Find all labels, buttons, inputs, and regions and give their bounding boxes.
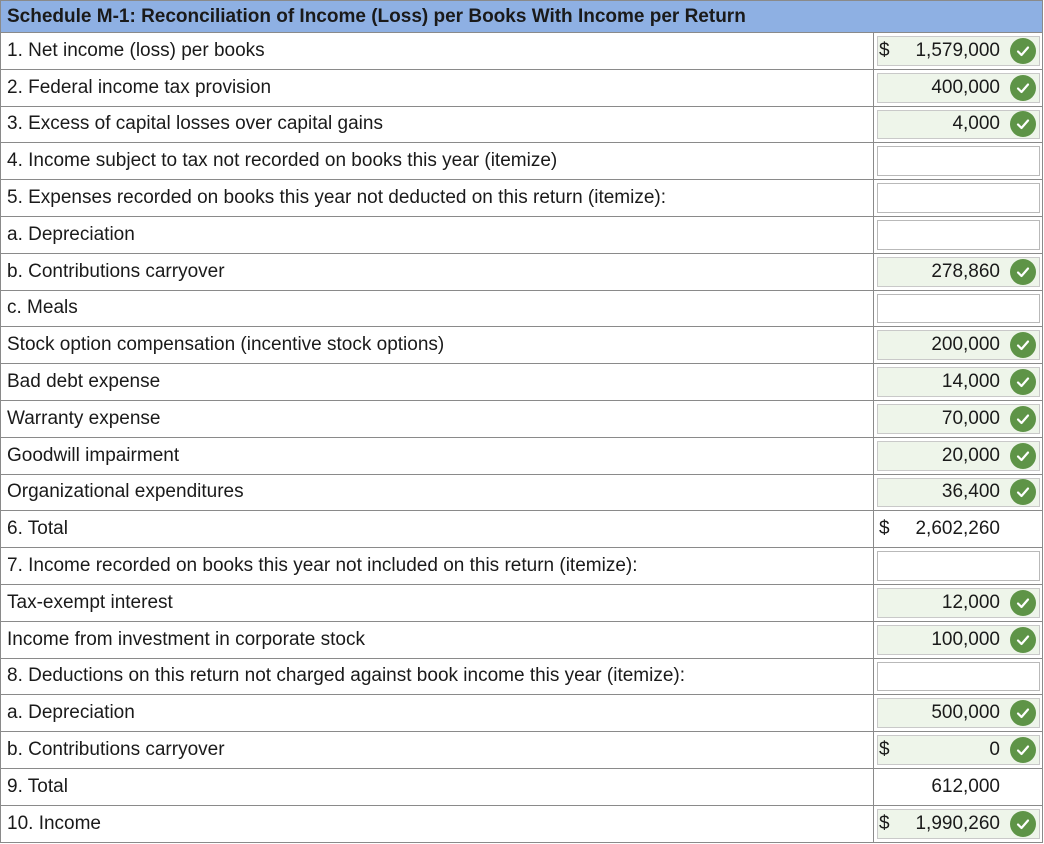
row-label: Tax-exempt interest	[1, 585, 874, 621]
checkmark-icon	[1010, 111, 1036, 137]
row-label: 6. Total	[1, 511, 874, 547]
checkmark-icon	[1010, 590, 1036, 616]
table-row	[0, 475, 1043, 512]
row-label: 2. Federal income tax provision	[1, 70, 874, 106]
table-row	[0, 107, 1043, 144]
amount-cell	[874, 732, 1042, 768]
row-label: 9. Total	[1, 769, 874, 805]
amount-cell	[874, 364, 1042, 400]
amount-input[interactable]	[877, 220, 1040, 250]
checkmark-icon	[1010, 627, 1036, 653]
amount-cell	[874, 659, 1042, 695]
table-row	[0, 622, 1043, 659]
row-label: Bad debt expense	[1, 364, 874, 400]
row-label: a. Depreciation	[1, 695, 874, 731]
table-header	[0, 0, 1043, 33]
amount-cell	[874, 695, 1042, 731]
amount-cell	[874, 143, 1042, 179]
checkmark-icon	[1010, 811, 1036, 837]
checkmark-icon	[1010, 443, 1036, 469]
amount-cell	[874, 327, 1042, 363]
row-label: b. Contributions carryover	[1, 732, 874, 768]
amount-value: 278,860	[931, 260, 1000, 282]
amount-input[interactable]	[877, 183, 1040, 213]
row-label: b. Contributions carryover	[1, 254, 874, 290]
amount-cell	[874, 475, 1042, 511]
amount-cell	[874, 806, 1042, 842]
amount-cell	[874, 180, 1042, 216]
row-label: 1. Net income (loss) per books	[1, 33, 874, 69]
amount-cell	[874, 33, 1042, 69]
dollar-sign: $	[879, 39, 890, 61]
table-title: Schedule M-1: Reconciliation of Income (Loss) per Books With Income per Return	[7, 5, 746, 27]
table-row	[0, 401, 1043, 438]
row-label: Income from investment in corporate stock	[1, 622, 874, 658]
table-body	[0, 33, 1043, 843]
row-label: 10. Income	[1, 806, 874, 842]
checkmark-icon	[1010, 75, 1036, 101]
amount-value: 2,602,260	[915, 518, 1000, 540]
checkmark-icon	[1010, 700, 1036, 726]
amount-input[interactable]	[877, 294, 1040, 324]
amount-value: 12,000	[941, 591, 1000, 613]
row-label: Organizational expenditures	[1, 475, 874, 511]
amount-cell	[874, 511, 1042, 547]
row-label: Stock option compensation (incentive stock options)	[1, 327, 874, 363]
amount-value: 100,000	[931, 628, 1000, 650]
amount-cell	[874, 217, 1042, 253]
amount-cell	[874, 548, 1042, 584]
table-row	[0, 769, 1043, 806]
dollar-sign: $	[879, 518, 890, 540]
row-label: Warranty expense	[1, 401, 874, 437]
amount-input[interactable]	[877, 551, 1040, 581]
amount-cell	[874, 585, 1042, 621]
amount-cell	[874, 438, 1042, 474]
table-row	[0, 180, 1043, 217]
amount-value: 500,000	[931, 702, 1000, 724]
table-row	[0, 33, 1043, 70]
checkmark-icon	[1010, 38, 1036, 64]
table-row	[0, 438, 1043, 475]
table-row	[0, 327, 1043, 364]
table-row	[0, 70, 1043, 107]
table-row	[0, 511, 1043, 548]
amount-value: 1,579,000	[915, 39, 1000, 61]
amount-cell	[874, 769, 1042, 805]
table-row	[0, 732, 1043, 769]
amount-value: 1,990,260	[915, 812, 1000, 834]
amount-cell	[874, 107, 1042, 143]
amount-value: 70,000	[941, 407, 1000, 429]
checkmark-icon	[1010, 406, 1036, 432]
table-row	[0, 806, 1043, 843]
checkmark-icon	[1010, 332, 1036, 358]
row-label: Goodwill impairment	[1, 438, 874, 474]
amount-value: 0	[989, 739, 1000, 761]
checkmark-icon	[1010, 479, 1036, 505]
table-row	[0, 217, 1043, 254]
row-label: 8. Deductions on this return not charged against book income this year (itemize):	[1, 659, 874, 695]
row-label: c. Meals	[1, 291, 874, 327]
amount-value: 200,000	[931, 334, 1000, 356]
table-row	[0, 291, 1043, 328]
table-row	[0, 143, 1043, 180]
amount-cell	[874, 291, 1042, 327]
amount-value: 400,000	[931, 76, 1000, 98]
row-label: 3. Excess of capital losses over capital gains	[1, 107, 874, 143]
row-label: 7. Income recorded on books this year not included on this return (itemize):	[1, 548, 874, 584]
amount-value: 14,000	[941, 371, 1000, 393]
row-label: 5. Expenses recorded on books this year not deducted on this return (itemize):	[1, 180, 874, 216]
amount-value: 4,000	[952, 113, 1000, 135]
amount-cell	[874, 622, 1042, 658]
table-row	[0, 548, 1043, 585]
amount-value: 612,000	[931, 775, 1000, 797]
amount-input[interactable]	[877, 146, 1040, 176]
amount-input[interactable]	[877, 662, 1040, 692]
table-row	[0, 695, 1043, 732]
table-row	[0, 364, 1043, 401]
dollar-sign: $	[879, 812, 890, 834]
checkmark-icon	[1010, 369, 1036, 395]
dollar-sign: $	[879, 739, 890, 761]
table-row	[0, 254, 1043, 291]
table-row	[0, 585, 1043, 622]
checkmark-icon	[1010, 259, 1036, 285]
amount-cell	[874, 254, 1042, 290]
amount-value: 36,400	[941, 481, 1000, 503]
row-label: a. Depreciation	[1, 217, 874, 253]
amount-value: 20,000	[941, 444, 1000, 466]
table-row	[0, 659, 1043, 696]
amount-cell	[874, 70, 1042, 106]
checkmark-icon	[1010, 737, 1036, 763]
row-label: 4. Income subject to tax not recorded on books this year (itemize)	[1, 143, 874, 179]
amount-cell	[874, 401, 1042, 437]
